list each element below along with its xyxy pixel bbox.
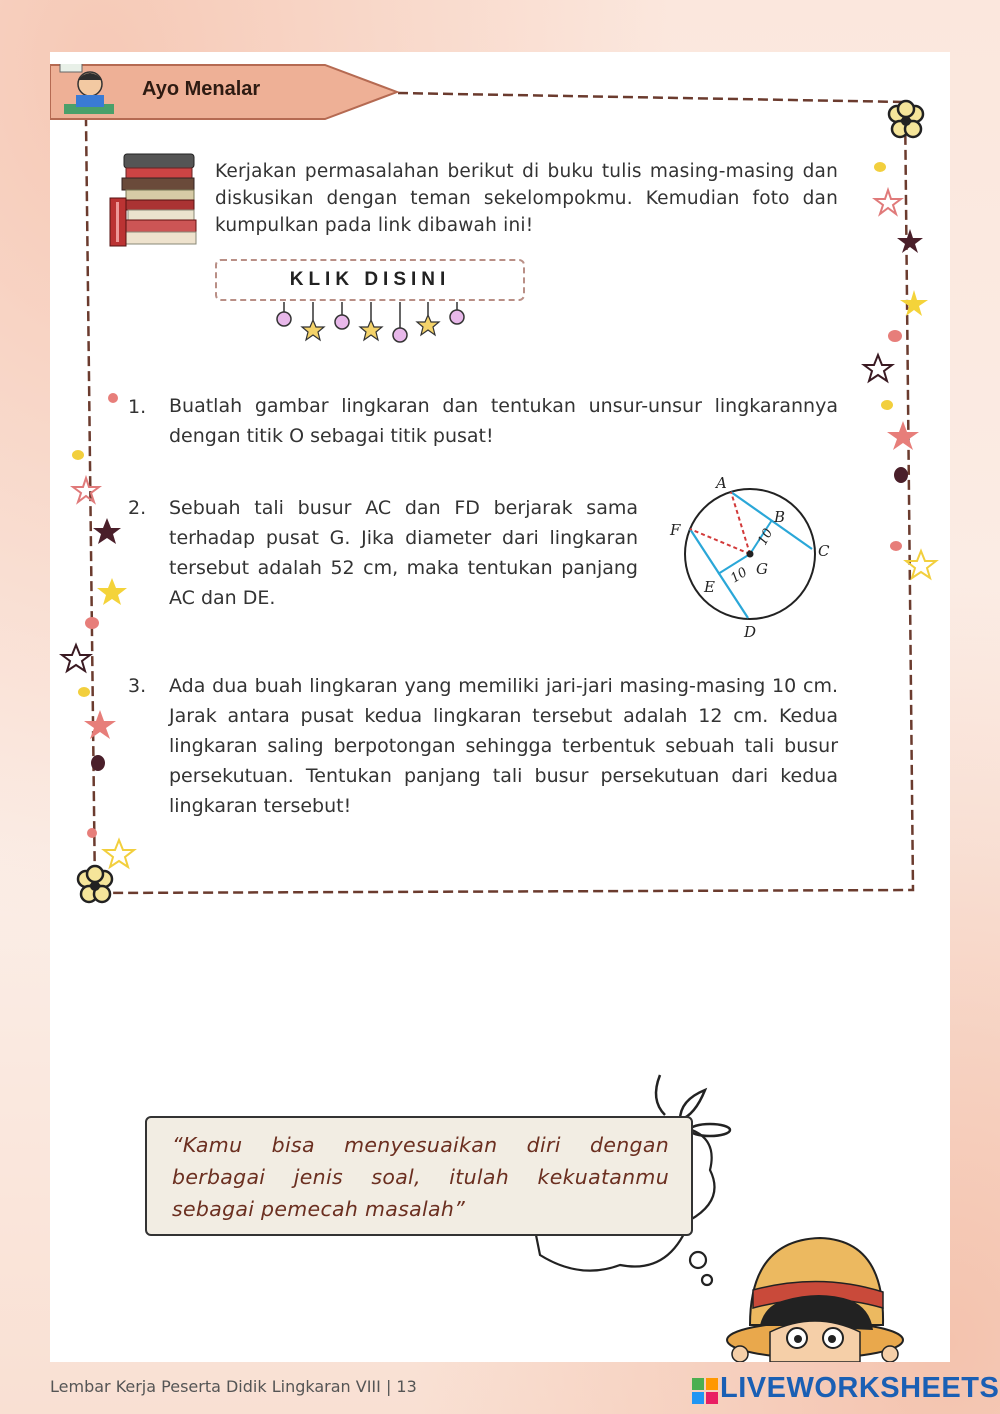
page-footer: Lembar Kerja Peserta Didik Lingkaran VIII | 13 <box>50 1377 417 1396</box>
flower-icon <box>889 101 923 137</box>
star-icon <box>302 320 324 340</box>
distance-label: 10 <box>755 526 777 548</box>
star-icon <box>864 355 892 381</box>
star-icon <box>104 840 134 867</box>
intro-text: Kerjakan permasalahan berikut di buku tulis masing-masing dan diskusikan dengan teman sekelompokmu. Kemudian foto dan kumpulkan pada link dibawah ini! <box>215 161 838 236</box>
label-f: F <box>670 521 681 539</box>
label-b: B <box>774 508 786 526</box>
star-icon <box>887 421 919 450</box>
liveworksheets-logo-icon <box>692 1378 718 1404</box>
star-icon <box>93 518 121 544</box>
label-d: D <box>744 623 757 641</box>
label-a: A <box>716 474 727 492</box>
label-g: G <box>756 560 768 578</box>
star-icon <box>897 229 923 253</box>
flower-icon <box>78 866 112 902</box>
label-c: C <box>818 542 830 560</box>
star-icon <box>84 710 116 739</box>
star-icon <box>73 478 99 502</box>
question-number: 3. <box>128 675 147 697</box>
circle-figure <box>660 470 840 645</box>
question-2-text: Sebuah tali busur AC dan FD berjarak sama terhadap pusat G. Jika diameter dari lingkaran tersebut adalah 52 cm, maka tentukan panjang AC dan DE. <box>169 497 638 609</box>
books-icon <box>108 150 200 250</box>
star-icon <box>900 290 928 316</box>
question-1-text: Buatlah gambar lingkaran dan tentukan unsur-unsur lingkarannya dengan titik O sebagai titik pusat! <box>169 395 838 447</box>
star-icon <box>417 315 439 335</box>
star-icon <box>875 190 901 214</box>
star-icon <box>97 578 127 605</box>
liveworksheets-brand[interactable]: LIVEWORKSHEETS <box>720 1372 1000 1404</box>
star-icon <box>360 320 382 340</box>
motivational-quote: “Kamu bisa menyesuaikan diri dengan berbagai jenis soal, itulah kekuatanmu sebagai pemecah masalah” <box>172 1133 669 1221</box>
label-e: E <box>704 578 715 596</box>
hanging-ornaments <box>270 300 470 350</box>
question-3-text: Ada dua buah lingkaran yang memiliki jari-jari masing-masing 10 cm. Jarak antara pusat kedua lingkaran tersebut adalah 12 cm. Kedua lingkaran saling berpotongan sehingga terbentuk sebuah tali busur persekutuan. Tentukan panjang tali busur persekutuan dari kedua lingkaran tersebut! <box>169 675 838 817</box>
section-title: Ayo Menalar <box>142 78 261 100</box>
klik-disini-button[interactable]: KLIK DISINI <box>215 259 525 301</box>
question-number: 1. <box>128 396 147 418</box>
character-illustration <box>725 1230 905 1362</box>
question-number: 2. <box>128 497 147 519</box>
distance-label: 10 <box>728 564 751 587</box>
star-icon <box>62 645 90 671</box>
